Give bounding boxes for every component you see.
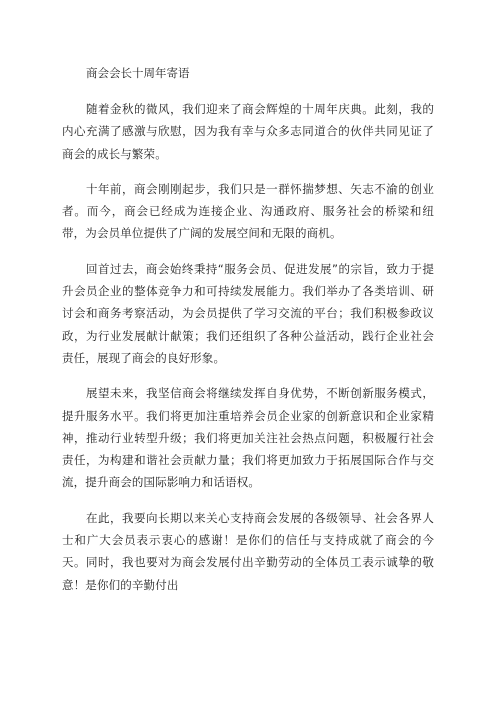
paragraph-4: 展望未来，我坚信商会将继续发挥自身优势，不断创新服务模式，提升服务水平。我们将更加注重培养会员企业家的创新意识和企业家精神，推动行业转型升级；我们将更加关注社会热点问题，积极履行社会责任，为构建和谐社会贡献力量；我们将更加致力于拓展国际合作与交流，提升商会的国际影响力和话语权。: [62, 386, 434, 490]
paragraph-3: 回首过去，商会始终秉持“服务会员、促进发展”的宗旨，致力于提升会员企业的整体竞争力和可持续发展能力。我们举办了各类培训、研讨会和商务考察活动，为会员提供了学习交流的平台；我们积极参政议政，为行业发展献计献策；我们还组织了各种公益活动，践行企业社会责任，展现了商会的良好形象。: [62, 261, 434, 365]
paragraph-5: 在此，我要向长期以来关心支持商会发展的各级领导、社会各界人士和广大会员表示衷心的感谢！是你们的信任与支持成就了商会的今天。同时，我也要对为商会发展付出辛勤劳动的全体员工表示诚挚的敬意！是你们的辛勤付出: [62, 510, 434, 592]
document-title: 商会会长十周年寄语: [86, 66, 190, 80]
paragraph-2: 十年前，商会刚刚起步，我们只是一群怀揣梦想、矢志不渝的创业者。而今，商会已经成为连接企业、沟通政府、服务社会的桥梁和纽带，为会员单位提供了广阔的发展空间和无限的商机。: [62, 181, 434, 241]
paragraph-1: 随着金秋的微风，我们迎来了商会辉煌的十周年庆典。此刻，我的内心充满了感激与欣慰，因为我有幸与众多志同道合的伙伴共同见证了商会的成长与繁荣。: [62, 102, 434, 161]
document-page: [62, 62, 434, 609]
